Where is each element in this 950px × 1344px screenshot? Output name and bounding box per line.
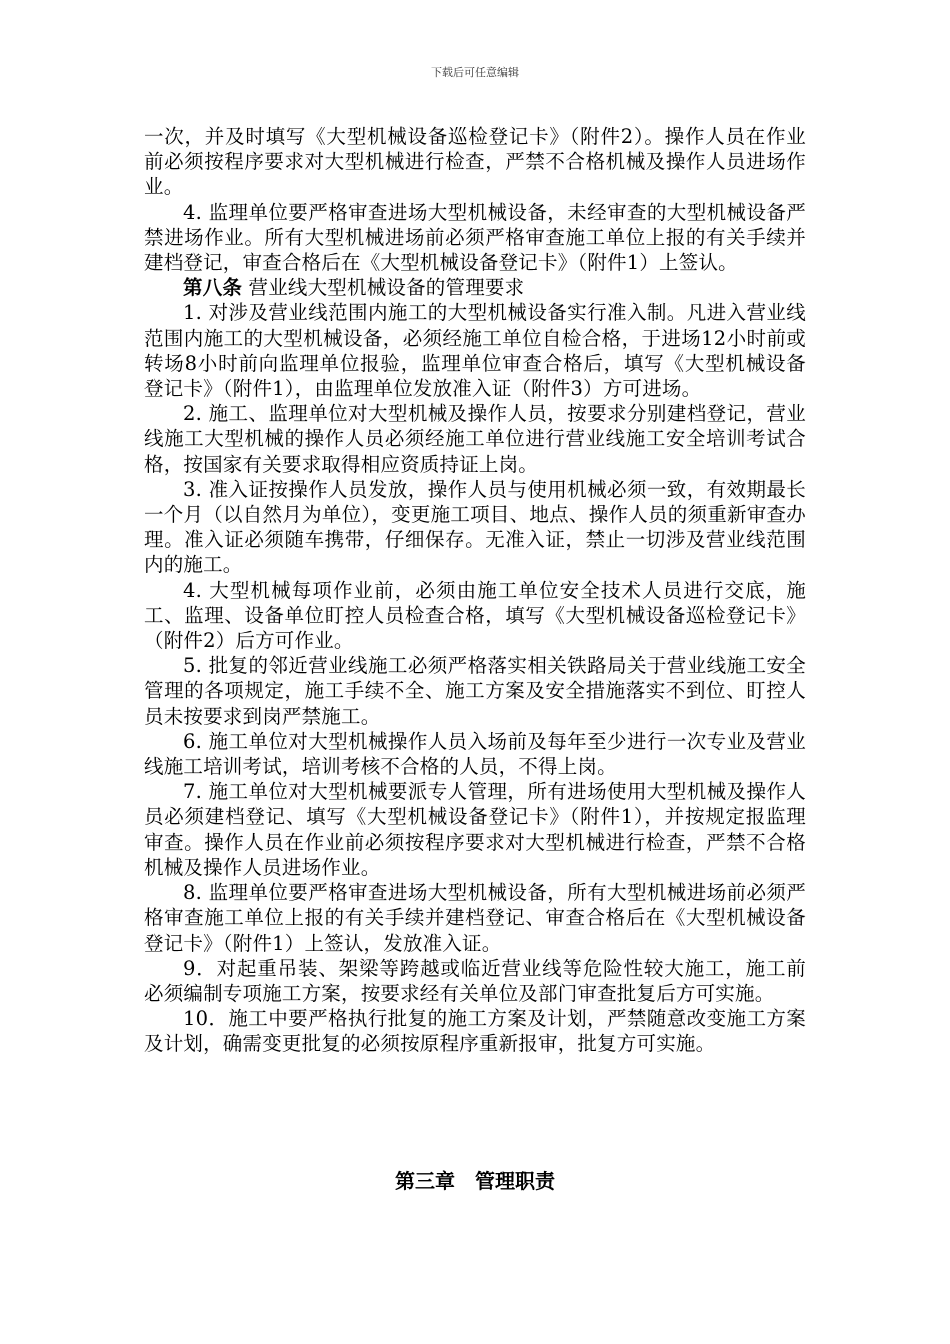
paragraph-item-4: 4. 监理单位要严格审查进场大型机械设备，未经审查的大型机械设备严禁进场作业。所有大型机械进场前必须严格审查施工单位上报的有关手续并建档登记，审查合格后在《大型机械设备登记卡》（附件1）上签认。 [144,200,806,275]
chapter-title: 第三章 管理职责 [395,1169,555,1193]
paragraph-item-4b: 4. 大型机械每项作业前，必须由施工单位安全技术人员进行交底，施工、监理、设备单位盯控人员检查合格，填写《大型机械设备巡检登记卡》（附件2）后方可作业。 [144,578,806,653]
paragraph-continuation: 一次，并及时填写《大型机械设备巡检登记卡》（附件2）。操作人员在作业前必须按程序要求对大型机械进行检查，严禁不合格机械及操作人员进场作业。 [144,125,806,199]
paragraph-item-3: 3. 准入证按操作人员发放，操作人员与使用机械必须一致，有效期最长一个月（以自然月为单位），变更施工项目、地点、操作人员的须重新审查办理。准入证必须随车携带，仔细保存。无准入证，禁止一切涉及营业线范围内的施工。 [144,477,806,577]
document-body [144,124,806,1057]
paragraph-item-8: 8. 监理单位要严格审查进场大型机械设备，所有大型机械进场前必须严格审查施工单位上报的有关手续并建档登记、审查合格后在《大型机械设备登记卡》（附件1）上签认，发放准入证。 [144,881,806,955]
article-title: 营业线大型机械设备的管理要求 [242,276,525,300]
article-number: 第八条 [183,276,243,300]
paragraph-item-2: 2. 施工、监理单位对大型机械及操作人员，按要求分别建档登记，营业线施工大型机械的操作人员必须经施工单位进行营业线施工安全培训考试合格，按国家有关要求取得相应资质持证上岗。 [144,402,806,476]
paragraph-item-9: 9．对起重吊装、架梁等跨越或临近营业线等危险性较大施工，施工前必须编制专项施工方案，按要求经有关单位及部门审查批复后方可实施。 [144,956,806,1005]
paragraph-item-6: 6. 施工单位对大型机械操作人员入场前及每年至少进行一次专业及营业线施工培训考试，培训考核不合格的人员，不得上岗。 [144,729,806,779]
article-heading-8 [144,275,806,300]
page-header: 下载后可任意编辑 [431,66,519,79]
paragraph-item-10: 10．施工中要严格执行批复的施工方案及计划，严禁随意改变施工方案及计划，确需变更批复的必须按原程序重新报审，批复方可实施。 [144,1007,806,1056]
paragraph-item-1: 1. 对涉及营业线范围内施工的大型机械设备实行准入制。凡进入营业线范围内施工的大型机械设备，必须经施工单位自检合格，于进场12小时前或转场8小时前向监理单位报验，监理单位审查合格后，填写《大型机械设备登记卡》（附件1），由监理单位发放准入证（附件3）方可进场。 [144,301,806,401]
paragraph-item-7: 7. 施工单位对大型机械要派专人管理，所有进场使用大型机械及操作人员必须建档登记、填写《大型机械设备登记卡》（附件1），并按规定报监理审查。操作人员在作业前必须按程序要求对大型机械进行检查，严禁不合格机械及操作人员进场作业。 [144,780,806,879]
paragraph-item-5: 5. 批复的邻近营业线施工必须严格落实相关铁路局关于营业线施工安全管理的各项规定，施工手续不全、施工方案及安全措施落实不到位、盯控人员未按要求到岗严禁施工。 [144,654,806,728]
